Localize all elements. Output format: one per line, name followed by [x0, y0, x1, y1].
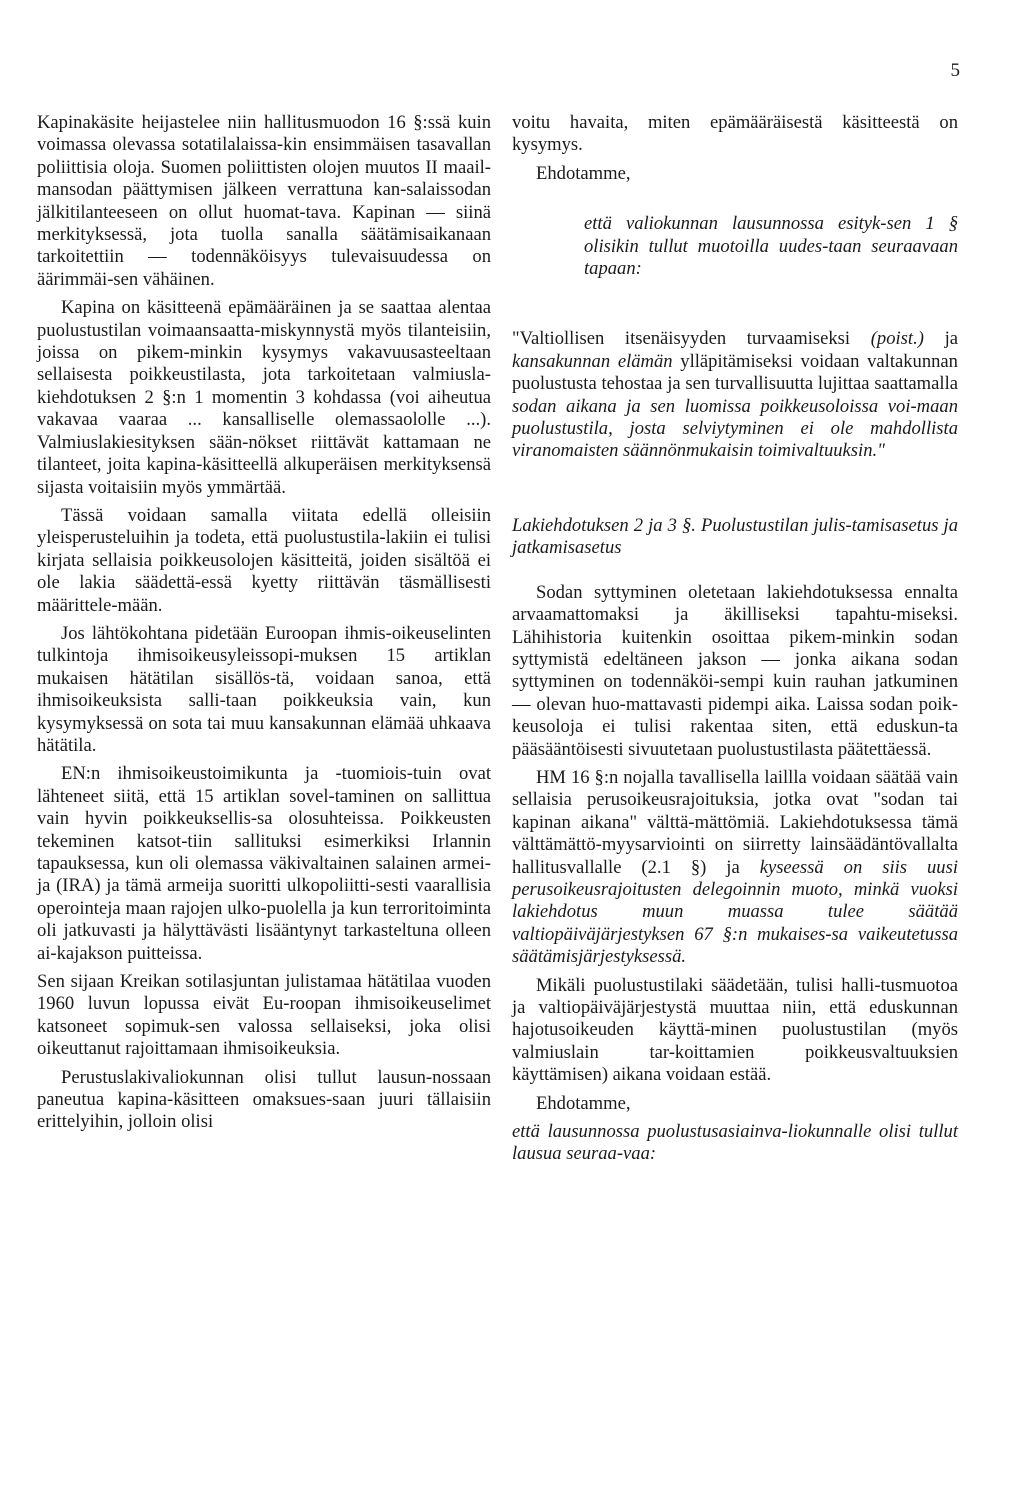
page-number: 5 [950, 60, 960, 81]
left-column [37, 112, 491, 1140]
right-column [512, 112, 958, 1172]
paragraph-euroopan-ihmisoikeus: Jos lähtökohtana pidetään Euroopan ihmis-oikeuselinten tulkintoja ihmisoikeusyleissopi-muksen 15 artiklan mukaisen hätätilan sisällös-tä, voidaan sanoa, että ihmisoikeuksista salli-taan poikkeuksia vain, kun kysymyksessä on sota tai muu kansakunnan elämää uhkaava hätätila. [37, 622, 491, 756]
proposal-2: että lausunnossa puolustusasiainva-liokunnalle olisi tullut lausua seuraa-vaa: [512, 1121, 958, 1165]
proposal-1: että valiokunnan lausunnossa esityk-sen 1 § olisikin tullut muotoilla uudes-taan seuraavaan tapaan: [584, 213, 958, 280]
paragraph-sodan-syttyminen: Sodan syttyminen oletetaan lakiehdotuksessa ennalta arvaamattomaksi ja äkilliseksi tapahtu-miseksi. Lähihistoria kuitenkin osoittaa pikem-minkin sodan syttymistä edeltäneen jakson — jonka aikana sodan syttyminen on todennäköi-sempi kuin rauhan jatkuminen — olevan huo-mattavasti pidempi aika. Laissa sodan poik-keusoloja ei tulisi rakentaa siten, että eduskun-ta pääsääntöisesti sivuutetaan puolustustilasta päätettäessä. [512, 581, 958, 760]
quote-part-2: (poist.) [870, 328, 924, 350]
ehdotamme-1: Ehdotamme, [536, 162, 631, 184]
paragraph-mikali: Mikäli puolustustilaki säädetään, tulisi halli-tusmuotoa ja valtiopäiväjärjestystä muuttaa niin, että eduskunnan hajotusoikeuden käyttä-minen puolustustilan (myös valmiuslain tar-koittamien poikkeusvaltuuksien käyttämisen) aikana voidaan estää. [512, 974, 958, 1086]
paragraph-kapina-epamaarainen: Kapina on käsitteenä epämääräinen ja se saattaa alentaa puolustustilan voimaansaatta-miskynnystä myös tilanteisiin, joissa on pikem-minkin kysymys vakavuusasteeltaan sellaisesta poikkeustilasta, jota tarkoitetaan valmiusla-kiehdotuksen 2 §:n 1 momentin 3 kohdassa (voi aiheutua vakavaa vaaraa ... kansalliselle olemassaololle ...). Valmiuslakiesityksen sään-nökset riittävät kattamaan ne tilanteet, joita kapina-käsitteellä alkuperäisen merkityksensä sijasta voitaisiin myös ymmärtää. [37, 297, 491, 498]
paragraph-kreikan-sotilasjuntta: Sen sijaan Kreikan sotilasjuntan julistamaa hätätilaa vuoden 1960 luvun lopussa eivät Eu-roopan ihmisoikeuselimet katsoneet sopimuk-sen valossa sellaiseksi, joka olisi oikeuttanut rajoittamaan ihmisoikeuksia. [37, 971, 491, 1060]
paragraph-en-ihmisoikeustoimikunta: EN:n ihmisoikeustoimikunta ja -tuomiois-tuin ovat lähteneet siitä, että 15 artiklan sovel-taminen on sallittua vain hyvin poikkeuksellis-sa olosuhteissa. Poikkeusten tekeminen katsot-tiin sallituksi esimerkiksi Irlannin tapauksessa, kun oli olemassa väkivaltainen salainen armei-ja (IRA) ja tämä armeija suoritti ulkopoliitti-sesti vaarallisia operointeja maan rajojen ulko-puolella ja kun terroritoiminta oli jatkuvasti ja hälyttävästi lisääntynyt tarkasteltuna olleen ai-kajakson puitteissa. [37, 763, 491, 964]
ehdotamme-2: Ehdotamme, [536, 1092, 631, 1114]
paragraph-intro: voitu havaita, miten epämääräisestä käsitteestä on kysymys. [512, 112, 958, 156]
paragraph-hm16 [512, 767, 958, 969]
hm16-plain: HM 16 §:n nojalla tavallisella laillla voidaan säätää vain sellaisia perusoikeusrajoituksia, jotka ovat "sodan tai kapinan aikana" välttä-mättömiä. Lakiehdotuksessa tämä välttämättö-myysarviointi on siirretty lainsäädäntövallalta hallitusvallalle (2.1 §) ja [512, 766, 958, 878]
paragraph-yleisperusteluihin: Tässä voidaan samalla viitata edellä olleisiin yleisperusteluihin ja todeta, että puolustustila-lakiin ei tulisi kirjata sellaisia poikkeusolojen käsitteitä, joiden sisältöä ei ole lakia säädettä-essä kyetty riittävän täsmällisesti määrittele-mään. [37, 504, 491, 616]
spacer [512, 469, 958, 515]
paragraph-kapinakasite: Kapinakäsite heijastelee niin hallitusmuodon 16 §:ssä kuin voimassa olevassa sotatilalaissa-kin ensimmäisen tasavallan poliittisia oloja. Suomen poliittisten olojen muutos II maail-mansodan päättymisen jälkeen verrattuna kan-salaissodan jälkitilanteeseen on ollut huomat-tava. Kapinan — siinä merkityksessä, jota tuolla sanalla säätämisaikanaan tarkoitettiin — todennäköisyys tulevaisuudessa on äärimmäi-sen vähäinen. [37, 112, 491, 290]
section-heading: Lakiehdotuksen 2 ja 3 §. Puolustustilan julis-tamisasetus ja jatkamisasetus [512, 514, 958, 559]
quote-part-6: sodan aikana ja sen luomissa poikkeusoloissa voi-maan puolustustila, josta selviytyminen ei ole mahdollista viranomaisten säännönmukaisin toimivaltuuksin." [512, 395, 958, 462]
quote-part-5: ylläpitämiseksi voidaan valtakunnan puolustusta tehostaa ja sen turvallisuutta lujittaa saattamalla [512, 350, 958, 395]
hm16-italic: kyseessä on siis uusi perusoikeusrajoitusten delegoinnin muoto, minkä vuoksi lakiehdotus muun muassa tulee säätää valtiopäiväjärjestyksen 67 §:n mukaises-sa vaikeutetussa säätämisjärjestyksessä. [512, 856, 958, 968]
quote-part-3: ja [923, 328, 958, 350]
quoted-law-text [512, 328, 958, 462]
quote-part-4: kansakunnan elämän [512, 350, 673, 372]
paragraph-perustuslakivaliokunta: Perustuslakivaliokunnan olisi tullut lausun-nossaan paneutua kapina-käsitteen omaksues-saan juuri tällaisiin erittelyihin, jolloin olisi [37, 1066, 491, 1133]
quote-part-1: "Valtiollisen itsenäisyyden turvaamiseksi [512, 328, 851, 350]
